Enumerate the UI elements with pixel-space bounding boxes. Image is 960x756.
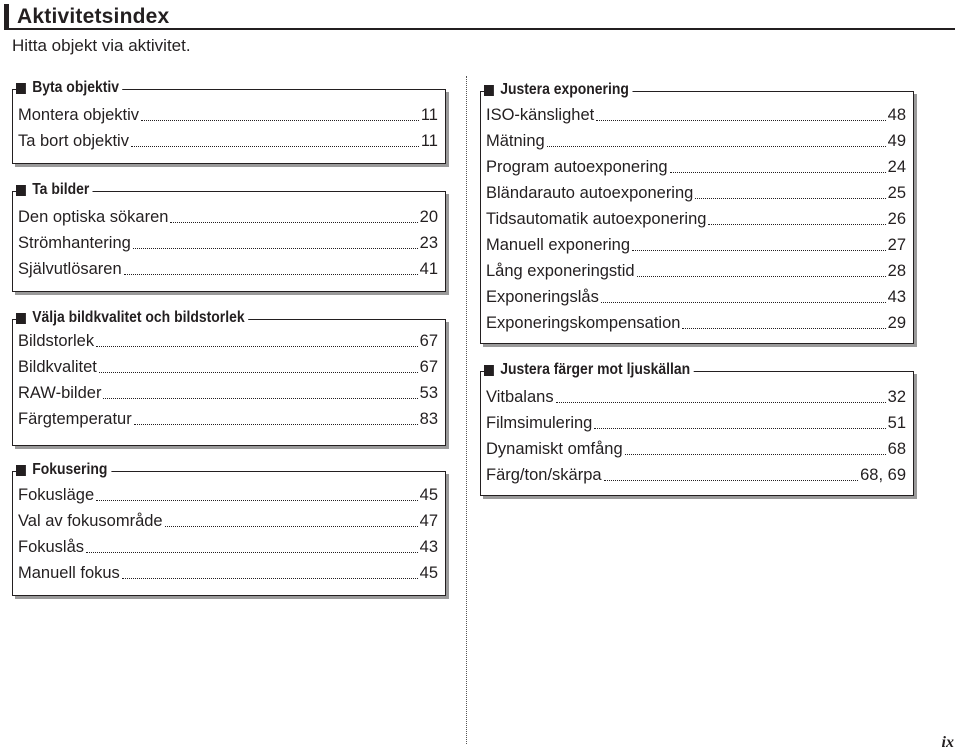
entry-page: 25	[887, 183, 906, 202]
page-subtitle: Hitta objekt via aktivitet.	[12, 36, 191, 55]
index-entry[interactable]	[18, 354, 438, 380]
entry-page: 68, 69	[860, 465, 906, 484]
dot-leader	[670, 172, 886, 173]
dot-leader	[682, 328, 885, 329]
index-entry[interactable]	[486, 310, 906, 336]
section-ta-bilder	[12, 180, 446, 292]
dot-leader	[547, 146, 886, 147]
entry-page: 43	[887, 287, 906, 306]
dot-leader	[625, 454, 886, 455]
entry-label: Mätning	[486, 131, 545, 150]
section-heading	[484, 360, 694, 380]
entry-label: Exponeringskompensation	[486, 313, 681, 332]
dot-leader	[165, 526, 418, 527]
entry-page: 48	[887, 105, 906, 124]
index-entry[interactable]	[18, 128, 438, 154]
page-number: ix	[941, 734, 954, 751]
dot-leader	[594, 428, 885, 429]
dot-leader	[141, 120, 419, 121]
entry-label: Fokuslås	[18, 537, 85, 556]
section-heading-label: Justera exponering	[500, 81, 629, 98]
section-heading-label: Ta bilder	[32, 181, 90, 198]
dot-leader	[170, 222, 417, 223]
entry-label: Montera objektiv	[18, 105, 140, 124]
entry-label: Den optiska sökaren	[18, 207, 169, 226]
entry-label: Filmsimulering	[486, 413, 593, 432]
index-entry[interactable]	[18, 380, 438, 406]
index-entry[interactable]	[486, 206, 906, 232]
section-heading-label: Justera färger mot ljuskällan	[500, 361, 691, 378]
entry-page: 45	[419, 563, 438, 582]
index-entry[interactable]	[486, 102, 906, 128]
entry-page: 47	[419, 511, 438, 530]
index-entry[interactable]	[18, 482, 438, 508]
entry-page: 27	[887, 235, 906, 254]
entry-label: Tidsautomatik autoexponering	[486, 209, 707, 228]
entry-label: Fokusläge	[18, 485, 95, 504]
entry-page: 51	[887, 413, 906, 432]
entry-page: 28	[887, 261, 906, 280]
index-entry[interactable]	[18, 328, 438, 354]
entry-label: Exponeringslås	[486, 287, 599, 306]
entry-label: Lång exponeringstid	[486, 261, 635, 280]
dot-leader	[601, 302, 886, 303]
entry-label: Färg/ton/skärpa	[486, 465, 602, 484]
entry-page: 11	[420, 105, 438, 124]
section-heading-label: Välja bildkvalitet och bildstorlek	[32, 309, 245, 326]
entry-page: 83	[419, 409, 438, 428]
dot-leader	[708, 224, 885, 225]
dot-leader	[131, 146, 419, 147]
entry-page: 67	[419, 357, 438, 376]
index-entry[interactable]	[486, 258, 906, 284]
entry-page: 41	[419, 259, 438, 278]
section-justera-exponering	[480, 80, 914, 344]
dot-leader	[556, 402, 886, 403]
entry-page: 26	[887, 209, 906, 228]
section-fokusering	[12, 460, 446, 596]
section-byta-objektiv	[12, 78, 446, 164]
dot-leader	[134, 424, 418, 425]
entry-page: 68	[887, 439, 906, 458]
index-entry[interactable]	[486, 128, 906, 154]
dot-leader	[133, 248, 418, 249]
dot-leader	[604, 480, 859, 481]
index-entry[interactable]	[486, 384, 906, 410]
dot-leader	[124, 274, 418, 275]
index-entry[interactable]	[18, 230, 438, 256]
section-heading	[16, 308, 248, 328]
index-entry[interactable]	[18, 256, 438, 282]
entry-label: RAW-bilder	[18, 383, 102, 402]
entry-page: 24	[887, 157, 906, 176]
index-entry[interactable]	[486, 436, 906, 462]
dot-leader	[96, 346, 418, 347]
entry-label: Ta bort objektiv	[18, 131, 129, 150]
entry-label: ISO-känslighet	[486, 105, 595, 124]
bullet-square-icon	[16, 185, 26, 196]
index-entry[interactable]	[18, 406, 438, 432]
index-entry[interactable]	[486, 410, 906, 436]
entry-label: Val av fokusområde	[18, 511, 163, 530]
section-heading	[16, 78, 123, 98]
entry-page: 32	[887, 387, 906, 406]
section-heading	[16, 460, 111, 480]
entry-page: 43	[419, 537, 438, 556]
entry-label: Färgtemperatur	[18, 409, 132, 428]
entry-label: Strömhantering	[18, 233, 131, 252]
bullet-square-icon	[484, 85, 494, 96]
index-entry[interactable]	[486, 180, 906, 206]
dot-leader	[86, 552, 418, 553]
index-entry[interactable]	[18, 102, 438, 128]
entry-page: 23	[419, 233, 438, 252]
dot-leader	[99, 372, 418, 373]
bullet-square-icon	[16, 465, 26, 476]
entry-label: Program autoexponering	[486, 157, 668, 176]
dot-leader	[96, 500, 418, 501]
bullet-square-icon	[16, 83, 26, 94]
bullet-square-icon	[484, 365, 494, 376]
entry-page: 11	[420, 131, 438, 150]
title-bar	[4, 4, 955, 30]
dot-leader	[632, 250, 886, 251]
page-title: Aktivitetsindex	[17, 5, 170, 28]
dot-leader	[596, 120, 885, 121]
index-entry[interactable]	[486, 462, 906, 488]
section-bildkvalitet	[12, 308, 446, 446]
section-justera-farger	[480, 360, 914, 496]
entry-label: Manuell exponering	[486, 235, 631, 254]
dot-leader	[695, 198, 885, 199]
entry-label: Bildstorlek	[18, 331, 95, 350]
dot-leader	[122, 578, 418, 579]
section-heading-label: Byta objektiv	[32, 79, 120, 96]
entry-page: 49	[887, 131, 906, 150]
index-entry[interactable]	[18, 508, 438, 534]
entry-page: 67	[419, 331, 438, 350]
entry-label: Dynamiskt omfång	[486, 439, 623, 458]
entry-page: 29	[887, 313, 906, 332]
entry-label: Självutlösaren	[18, 259, 122, 278]
index-entry[interactable]	[486, 154, 906, 180]
index-entry[interactable]	[486, 284, 906, 310]
section-heading-label: Fokusering	[32, 461, 108, 478]
dot-leader	[637, 276, 886, 277]
entry-page: 45	[419, 485, 438, 504]
column-divider	[466, 76, 467, 744]
bullet-square-icon	[16, 313, 26, 324]
entry-label: Manuell fokus	[18, 563, 120, 582]
index-entry[interactable]	[486, 232, 906, 258]
dot-leader	[103, 398, 417, 399]
entry-page: 20	[419, 207, 438, 226]
entry-label: Bländarauto autoexponering	[486, 183, 694, 202]
section-heading	[484, 80, 633, 100]
index-entry[interactable]	[18, 560, 438, 586]
index-entry[interactable]	[18, 204, 438, 230]
entry-label: Bildkvalitet	[18, 357, 97, 376]
section-heading	[16, 180, 93, 200]
entry-page: 53	[419, 383, 438, 402]
index-entry[interactable]	[18, 534, 438, 560]
entry-label: Vitbalans	[486, 387, 554, 406]
